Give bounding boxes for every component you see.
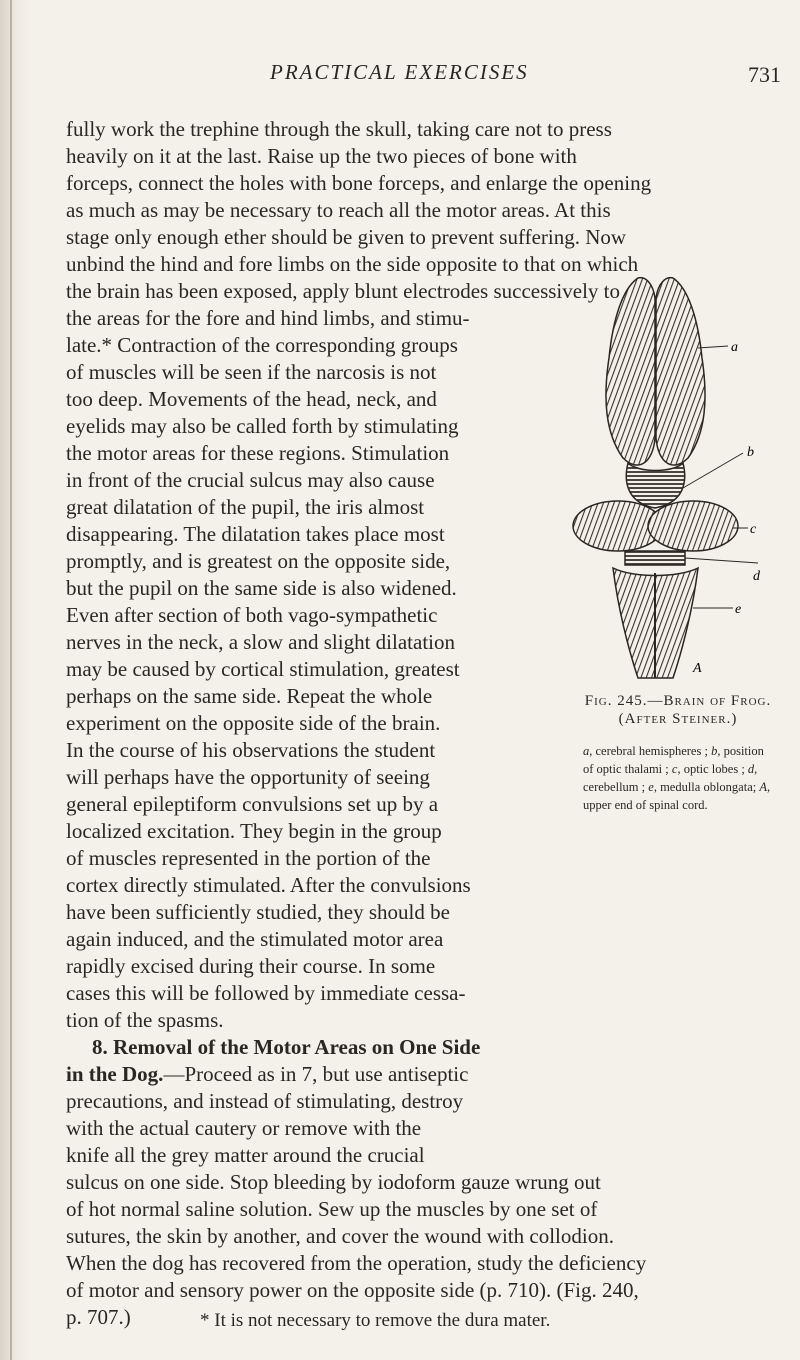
label-d: d (753, 569, 760, 584)
legend-text: , cerebral hemispheres ; (589, 744, 708, 758)
text-line: of muscles will be seen if the narcosis is not (66, 360, 437, 384)
cerebral-hemisphere-right (656, 278, 705, 465)
text-line: rapidly excised during their course. In some (66, 954, 436, 978)
text-line: the motor areas for these regions. Stimulation (66, 441, 450, 465)
section-heading-cont: in the Dog. (66, 1062, 164, 1086)
text-line: have been sufficiently studied, they should be (66, 900, 450, 924)
label-a: a (731, 340, 738, 355)
legend-text: , position of optic thalami ; (583, 744, 764, 776)
text-line: Even after section of both vago-sympathetic (66, 603, 438, 627)
figure-legend (583, 742, 773, 814)
text-line: may be caused by cortical stimulation, greatest (66, 657, 460, 681)
text-line: with the actual cautery or remove with the (66, 1116, 422, 1140)
legend-key: d (747, 762, 755, 776)
legend-key: b (711, 744, 718, 758)
running-head: PRACTICAL EXERCISES (270, 60, 529, 84)
text-line: stage only enough ether should be given to prevent suffering. Now (66, 225, 627, 249)
text-line: general epileptiform convulsions set up by a (66, 792, 439, 816)
label-A: A (693, 661, 702, 676)
text-line: the brain has been exposed, apply blunt electrodes successively to (66, 279, 620, 303)
section-8 (92, 1034, 480, 1061)
text-line: in front of the crucial sulcus may also cause (66, 468, 435, 492)
text-line: knife all the grey matter around the crucial (66, 1143, 425, 1167)
cerebral-hemisphere-left (606, 278, 655, 465)
text-line: nerves in the neck, a slow and slight dilatation (66, 630, 455, 654)
legend-text: , cerebellum ; (583, 762, 758, 794)
figure-number: Fig. 245. (584, 693, 648, 709)
legend-key: c (671, 762, 678, 776)
text-line: great dilatation of the pupil, the iris almost (66, 495, 425, 519)
text-line: heavily on it at the last. Raise up the two pieces of bone with (66, 144, 577, 168)
text-line: of hot normal saline solution. Sew up the muscles by one set of (66, 1197, 598, 1221)
legend-text: , upper end of spinal cord. (583, 780, 771, 812)
cerebellum (625, 551, 685, 565)
book-gutter (0, 0, 30, 1360)
legend-key: a (583, 744, 590, 758)
page-number: 731 (748, 62, 781, 87)
legend-text: , optic lobes ; (677, 762, 745, 776)
legend-text: , medulla oblongata; (653, 780, 757, 794)
text-fragment: —Proceed as in 7, but use antiseptic (163, 1062, 469, 1086)
text-line: tion of the spasms. (66, 1008, 224, 1032)
text-line: experiment on the opposite side of the brain. (66, 711, 441, 735)
figure-caption (583, 692, 773, 728)
text-line: perhaps on the same side. Repeat the whole (66, 684, 433, 708)
label-c: c (750, 522, 757, 537)
label-e: e (735, 602, 742, 617)
text-line: sulcus on one side. Stop bleeding by iodoform gauze wrung out (66, 1170, 601, 1194)
text-line: of motor and sensory power on the opposite side (p. 710). (Fig. 240, (66, 1278, 639, 1302)
text-line: as much as may be necessary to reach all the motor areas. At this (66, 198, 611, 222)
text-line: unbind the hind and fore limbs on the side opposite to that on which (66, 252, 639, 276)
text-line: When the dog has recovered from the operation, study the deficiency (66, 1251, 647, 1275)
text-line: localized excitation. They begin in the group (66, 819, 442, 843)
text-line: In the course of his observations the student (66, 738, 436, 762)
text-line: eyelids may also be called forth by stimulating (66, 414, 459, 438)
text-line: disappearing. The dilatation takes place most (66, 522, 445, 546)
optic-lobe-right (648, 501, 738, 551)
section-8-body (66, 1061, 468, 1169)
text-line: precautions, and instead of stimulating, destroy (66, 1089, 464, 1113)
text-line: late.* Contraction of the corresponding groups (66, 333, 458, 357)
label-b: b (747, 445, 754, 460)
footnote: * It is not necessary to remove the dura mater. (200, 1310, 551, 1331)
text-line: will perhaps have the opportunity of seeing (66, 765, 430, 789)
narrow-paragraph (66, 332, 471, 1034)
text-line: but the pupil on the same side is also widened. (66, 576, 457, 600)
final-paragraph (66, 1169, 646, 1331)
frog-brain-illustration (543, 258, 773, 690)
text-line: sutures, the skin by another, and cover the wound with collodion. (66, 1224, 614, 1248)
text-line: p. 707.) (66, 1305, 131, 1329)
legend-key: A (759, 780, 767, 794)
figure-title: —Brain of Frog. (After Steiner.) (618, 693, 772, 727)
text-line: promptly, and is greatest on the opposite side, (66, 549, 451, 573)
legend-key: e (648, 780, 654, 794)
optic-thalami (626, 463, 684, 508)
text-line: cases this will be followed by immediate cessa- (66, 981, 466, 1005)
gutter-line (10, 0, 12, 1360)
text-line: the areas for the fore and hind limbs, and stimu- (66, 306, 470, 330)
text-line: of muscles represented in the portion of the (66, 846, 431, 870)
text-line: again induced, and the stimulated motor area (66, 927, 444, 951)
section-heading: 8. Removal of the Motor Areas on One Side (92, 1035, 481, 1059)
text-line: cortex directly stimulated. After the convulsions (66, 873, 471, 897)
text-line: fully work the trephine through the skull, taking care not to press (66, 117, 612, 141)
text-line: too deep. Movements of the head, neck, and (66, 387, 437, 411)
text-line: forceps, connect the holes with bone forceps, and enlarge the opening (66, 171, 652, 195)
